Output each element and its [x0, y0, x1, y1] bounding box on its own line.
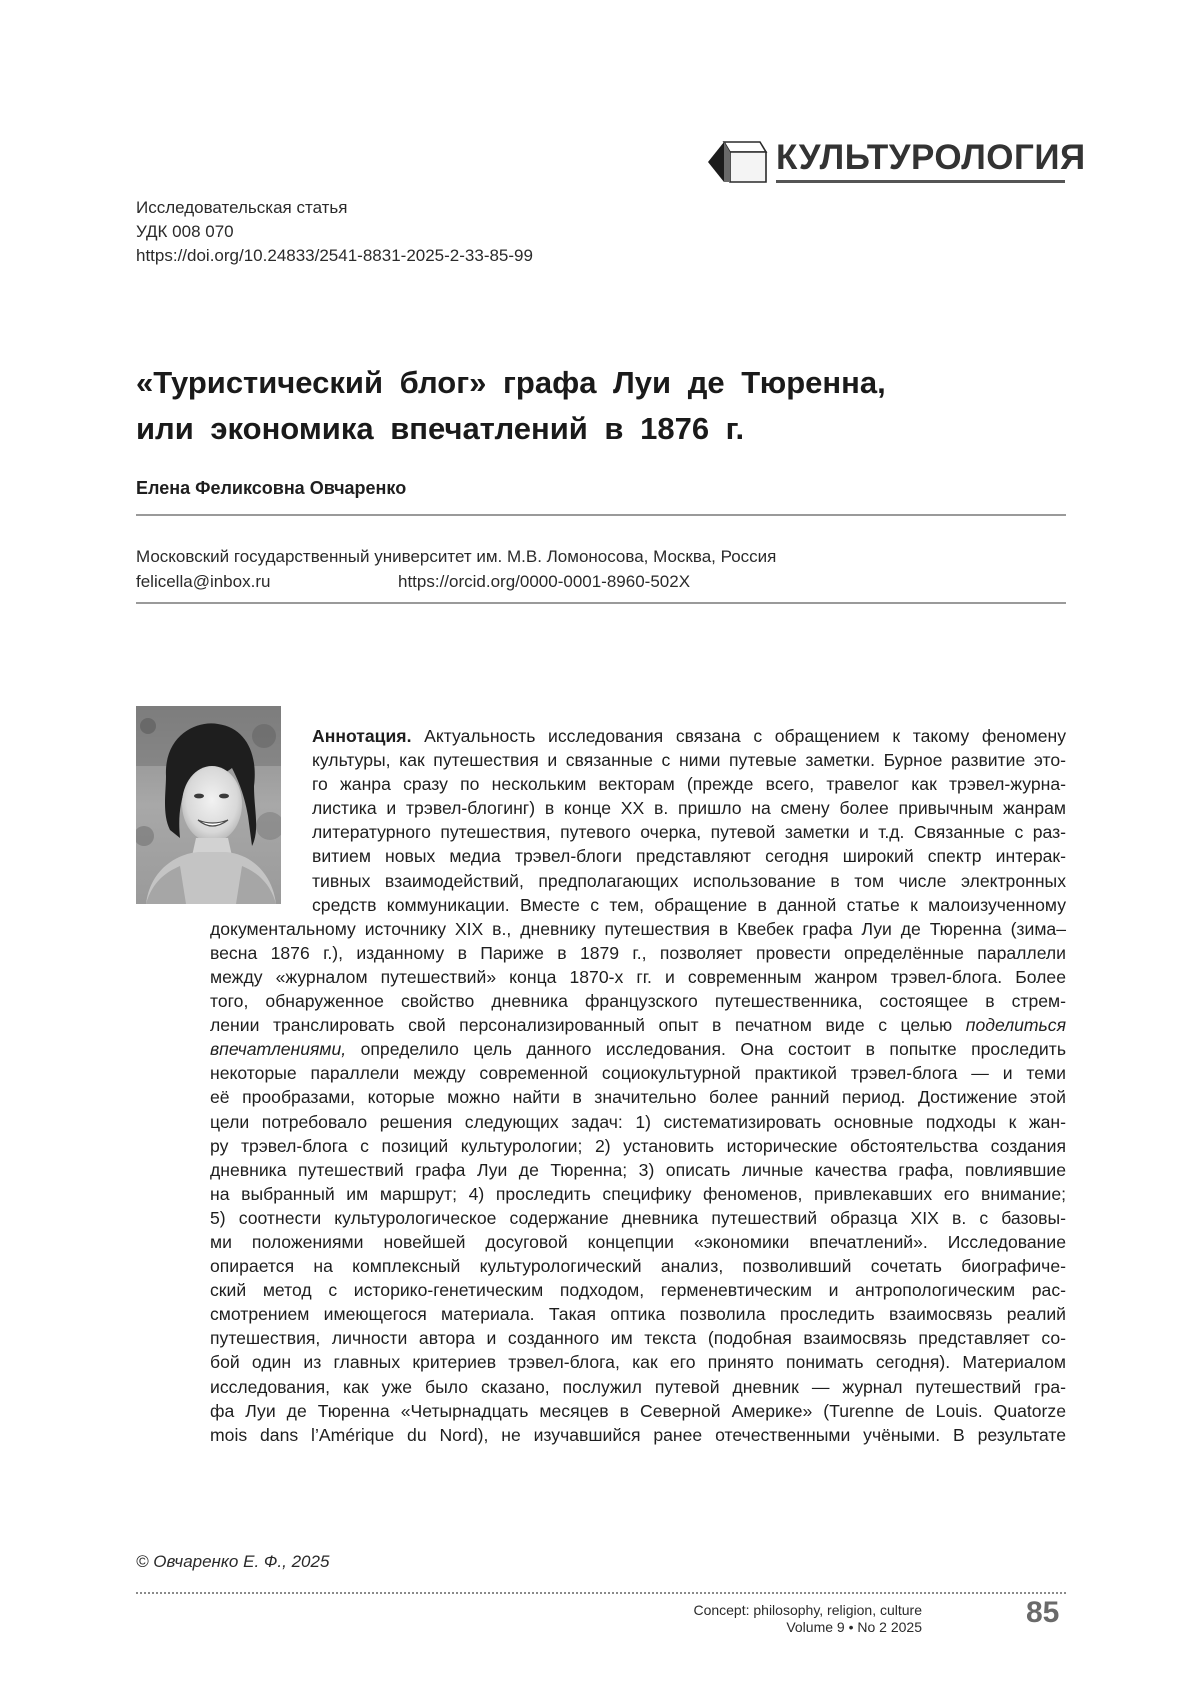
- abstract-line: исследования, как уже было сказано, послужил путевой дневник — журнал путешествий гра-: [210, 1376, 1066, 1397]
- abstract-line: документальному источнику XIX в., дневнику путешествия в Квебек графа Луи де Тюренна (зима–: [210, 918, 1066, 939]
- abstract-italic: впечатлениями,: [210, 1039, 347, 1060]
- affiliation-org: Московский государственный университет им. М.В. Ломоносова, Москва, Россия: [136, 547, 777, 566]
- abstract-line: цели потребовало решения следующих задач: 1) систематизировать основные подходы к жан-: [210, 1111, 1066, 1132]
- author-name: Елена Феликсовна Овчаренко: [136, 478, 407, 498]
- abstract-line: бой один из главных критериев трэвел-блога, как его принято понимать сегодня). Материалом: [210, 1352, 1066, 1373]
- abstract-line: весна 1876 г.), изданному в Париже в 1879 г., позволяет провести определённые параллели: [210, 942, 1066, 963]
- abstract-line: тивных взаимодействий, предполагающих использование в том числе электронных: [312, 870, 1066, 891]
- journal-issue: Volume 9 • No 2 2025: [786, 1619, 922, 1635]
- abstract-line: Аннотация. Актуальность исследования связана с обращением к такому феномену: [312, 726, 1066, 746]
- abstract-line: культуры, как путешествия и связанные с ними путевые заметки. Бурное развитие это-: [312, 750, 1066, 771]
- abstract-line: mois dans l’Amérique du Nord), не изучавшийся ранее отечественными учёными. В результате: [210, 1424, 1066, 1445]
- abstract-line: го жанра сразу по нескольким векторам (прежде всего, травелог как трэвел-журна-: [312, 774, 1066, 795]
- abstract-line: некоторые параллели между современной социокультурной практикой трэвел-блога — и теми: [210, 1063, 1066, 1084]
- abstract-line: листика и трэвел-блогинг) в конце XX в. пришло на смену более привычным жанрам: [312, 798, 1066, 819]
- abstract-line: на выбранный им маршрут; 4) проследить специфику феноменов, привлекавших его внимание;: [210, 1183, 1066, 1204]
- abstract-line: того, обнаруженное свойство дневника французского путешественника, состоящее в стрем-: [210, 991, 1066, 1012]
- abstract-line: опирается на комплексный культурологический анализ, позволивший сочетать биографиче-: [210, 1256, 1066, 1277]
- section-title: КУЛЬТУРОЛОГИЯ: [776, 138, 1086, 177]
- page-number: 85: [1026, 1596, 1060, 1629]
- footer-divider: [136, 1592, 1066, 1594]
- journal-info: [693, 1602, 922, 1636]
- abstract-line: впечатлениями, определило цель данного исследования. Она состоит в попытке проследить: [210, 1039, 1066, 1060]
- author-email[interactable]: felicella@inbox.ru: [136, 572, 271, 591]
- abstract-line: ский метод с историко-генетическим подходом, герменевтическим и антропологическим рас-: [210, 1280, 1066, 1301]
- abstract-line: смотрением имеющегося материала. Такая оптика позволила проследить взаимосвязь реалий: [210, 1304, 1066, 1325]
- cube-logo-icon: [700, 138, 768, 186]
- abstract-line: литературного путешествия, путевого очерка, путевой заметки и т.д. Связанные с раз-: [312, 822, 1066, 843]
- article-type: Исследовательская статья: [136, 198, 348, 217]
- abstract-line: фа Луи де Тюренна «Четырнадцать месяцев в Северной Америке» (Turenne de Louis. Quatorze: [210, 1400, 1066, 1421]
- affiliation: [136, 544, 776, 594]
- section-underline: [776, 180, 1065, 183]
- abstract-line: витием новых медиа трэвел-блоги представляют сегодня широкий спектр интерак-: [312, 846, 1066, 867]
- orcid-link[interactable]: https://orcid.org/0000-0001-8960-502X: [398, 572, 691, 591]
- title-line-1: «Туристический блог» графа Луи де Тюренна,: [136, 365, 886, 400]
- abstract-line: ми положениями новейшей досуговой концепции «экономики впечатлений». Исследование: [210, 1231, 1066, 1252]
- doi-link[interactable]: https://doi.org/10.24833/2541-8831-2025-2-33-85-99: [136, 246, 533, 265]
- abstract-line: лении транслировать свой персонализированный опыт в печатном виде с целью поделиться: [210, 1015, 1066, 1036]
- article-title: [136, 360, 1066, 452]
- udk-code: УДК 008 070: [136, 222, 234, 241]
- divider-top: [136, 514, 1066, 516]
- abstract-line: средств коммуникации. Вместе с тем, обращение в данной статье к малоизученному: [312, 894, 1066, 915]
- copyright: © Овчаренко Е. Ф., 2025: [136, 1552, 330, 1571]
- abstract-line: 5) соотнести культурологическое содержание дневника путешествий образца XIX в. с базовы-: [210, 1207, 1066, 1228]
- abstract-line: путешествия, личности автора и созданного им текста (подобная взаимосвязь представляет со-: [210, 1328, 1066, 1349]
- abstract-line: дневника путешествий графа Луи де Тюренна; 3) описать личные качества графа, повлиявшие: [210, 1159, 1066, 1180]
- divider-bottom: [136, 602, 1066, 604]
- abstract-label: Аннотация.: [312, 726, 412, 746]
- abstract-italic: поделиться: [965, 1015, 1066, 1036]
- title-line-2: или экономика впечатлений в 1876 г.: [136, 411, 745, 446]
- abstract-line: между «журналом путешествий» конца 1870-х гг. и современным жанром трэвел-блога. Более: [210, 966, 1066, 987]
- journal-name: Concept: philosophy, religion, culture: [693, 1602, 922, 1618]
- abstract-line: её прообразами, которые можно найти в значительно более ранний период. Достижение этой: [210, 1087, 1066, 1108]
- section-header: [700, 136, 1086, 186]
- abstract: [210, 724, 1066, 1447]
- article-meta: [136, 196, 533, 268]
- abstract-line: ру трэвел-блога с позиций культурологии; 2) установить исторические обстоятельства создания: [210, 1135, 1066, 1156]
